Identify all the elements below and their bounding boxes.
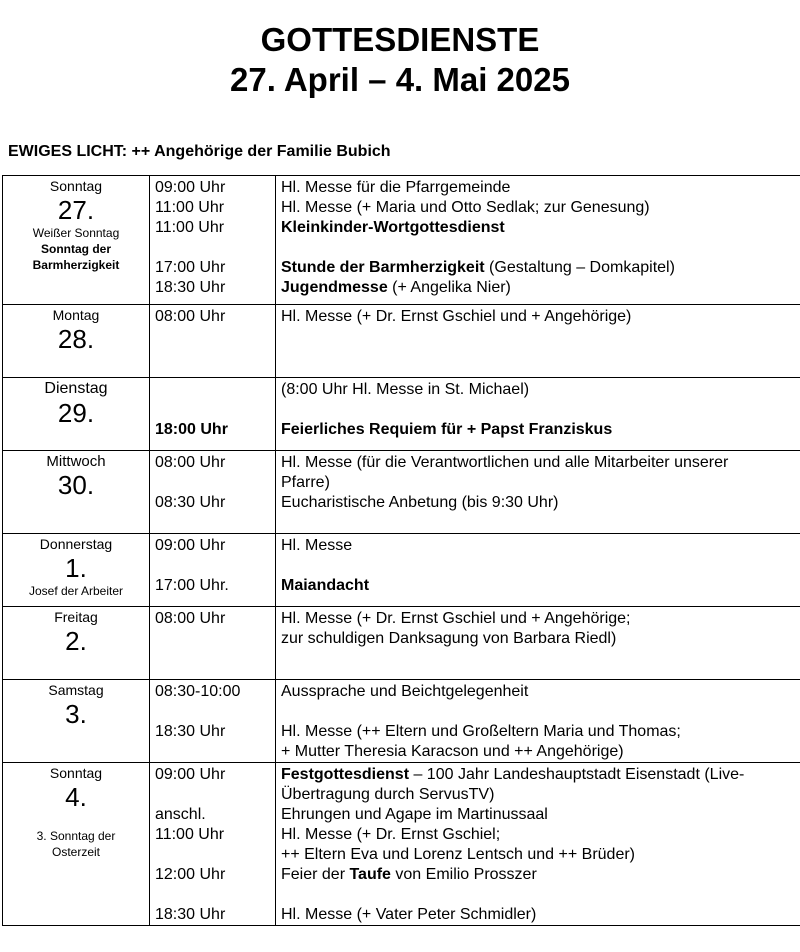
times-cell: [150, 378, 276, 451]
times-cell: [150, 305, 276, 378]
event-entry: Stunde der Barmherzigkeit (Gestaltung – Domkapitel): [281, 259, 675, 276]
events-cell: [276, 607, 800, 680]
weekday-label: Samstag: [48, 682, 104, 698]
event-entry: Ehrungen und Agape im Martinussaal: [281, 806, 548, 823]
weekday-label: Dienstag: [44, 380, 108, 397]
events-cell: [276, 680, 800, 763]
time-entry: 09:00 Uhr: [155, 179, 226, 196]
day-number: 4.: [65, 782, 87, 812]
events-cell: [276, 305, 800, 378]
day-number: 3.: [65, 699, 87, 729]
time-entry: 18:30 Uhr: [155, 906, 226, 923]
event-entry: Feier der Taufe von Emilio Prosszer: [281, 866, 537, 883]
time-entry: anschl.: [155, 806, 206, 823]
events-cell: [276, 534, 800, 607]
events-cell: [276, 378, 800, 451]
day-cell: [3, 305, 150, 378]
day-number: 1.: [65, 553, 87, 583]
time-entry: 08:30-10:00: [155, 683, 241, 700]
day-row-friday-2: [3, 607, 800, 680]
time-entry: 09:00 Uhr: [155, 537, 226, 554]
event-entry: Hl. Messe für die Pfarrgemeinde: [281, 179, 511, 196]
day-cell: [3, 176, 150, 305]
times-cell: [150, 607, 276, 680]
event-entry-continuation: zur schuldigen Danksagung von Barbara Riedl): [281, 630, 617, 647]
event-entry: Maiandacht: [281, 577, 370, 594]
event-entry: (8:00 Uhr Hl. Messe in St. Michael): [281, 381, 530, 398]
day-cell: [3, 451, 150, 534]
time-entry: 08:30 Uhr: [155, 494, 226, 511]
day-subtitle: Weißer Sonntag: [32, 226, 120, 240]
event-entry: Hl. Messe (+ Dr. Ernst Gschiel und + Angehörige): [281, 308, 632, 325]
time-entry: 09:00 Uhr: [155, 766, 226, 783]
weekday-label: Sonntag: [49, 178, 103, 194]
ewiges-licht-note: EWIGES LICHT: ++ Angehörige der Familie Bubich: [8, 143, 391, 160]
times-cell: [150, 763, 276, 926]
day-row-saturday-3: [3, 680, 800, 763]
event-entry: Hl. Messe (+ Dr. Ernst Gschiel und + Angehörige;: [281, 610, 631, 627]
day-number: 2.: [65, 626, 87, 656]
event-entry: Hl. Messe: [281, 537, 353, 554]
weekday-label: Montag: [52, 307, 100, 323]
time-entry: 11:00 Uhr: [155, 219, 225, 236]
time-entry: 08:00 Uhr: [155, 308, 226, 325]
event-entry: Hl. Messe (+ Maria und Otto Sedlak; zur Genesung): [281, 199, 650, 216]
day-subtitle: 3. Sonntag der Osterzeit: [36, 829, 116, 859]
day-number: 28.: [57, 324, 95, 354]
day-row-wednesday-30: [3, 451, 800, 534]
time-entry: 18:30 Uhr: [155, 723, 226, 740]
weekday-label: Sonntag: [49, 765, 103, 781]
event-entry: Hl. Messe (++ Eltern und Großeltern Maria und Thomas;: [281, 723, 681, 740]
event-entry: Eucharistische Anbetung (bis 9:30 Uhr): [281, 494, 559, 511]
times-cell: [150, 176, 276, 305]
events-cell: [276, 763, 800, 926]
times-cell: [150, 534, 276, 607]
day-row-monday-28: [3, 305, 800, 378]
time-entry: 18:00 Uhr: [155, 421, 228, 438]
events-cell: [276, 451, 800, 534]
event-entry: Kleinkinder-Wortgottesdienst: [281, 219, 505, 236]
time-entry: 17:00 Uhr.: [155, 577, 229, 594]
time-entry: 11:00 Uhr: [155, 199, 225, 216]
day-number: 27.: [57, 195, 95, 225]
event-entry: Aussprache und Beichtgelegenheit: [281, 683, 529, 700]
time-entry: 08:00 Uhr: [155, 610, 226, 627]
event-entry: Hl. Messe (+ Dr. Ernst Gschiel;: [281, 826, 501, 843]
event-entry: Feierliches Requiem für + Papst Franziskus: [281, 421, 613, 438]
event-entry: Jugendmesse (+ Angelika Nier): [281, 279, 511, 296]
times-cell: [150, 451, 276, 534]
day-row-tuesday-29: [3, 378, 800, 451]
day-cell: [3, 680, 150, 763]
event-entry: Hl. Messe (+ Vater Peter Schmidler): [281, 906, 537, 923]
event-entry-continuation: + Mutter Theresia Karacson und ++ Angehörige): [281, 743, 624, 760]
event-entry-continuation: Pfarre): [281, 474, 330, 491]
event-entry-continuation: Übertragung durch ServusTV): [281, 786, 495, 803]
weekday-label: Freitag: [54, 609, 98, 625]
time-entry: 08:00 Uhr: [155, 454, 226, 471]
day-cell: [3, 607, 150, 680]
schedule-table: [2, 175, 800, 926]
event-entry: Festgottesdienst – 100 Jahr Landeshauptstadt Eisenstadt (Live-: [281, 766, 745, 783]
time-entry: 12:00 Uhr: [155, 866, 226, 883]
weekday-label: Mittwoch: [46, 453, 106, 470]
event-entry-continuation: ++ Eltern Eva und Lorenz Lentsch und ++ Brüder): [281, 846, 636, 863]
times-cell: [150, 680, 276, 763]
day-cell: [3, 534, 150, 607]
time-entry: 18:30 Uhr: [155, 279, 226, 296]
day-row-thursday-1: [3, 534, 800, 607]
day-number: 30.: [57, 470, 95, 500]
page-title: GOTTESDIENSTE: [260, 21, 540, 58]
day-row-sunday-4: [3, 763, 800, 926]
events-cell: [276, 176, 800, 305]
day-cell: [3, 378, 150, 451]
day-subtitle: Josef der Arbeiter: [28, 584, 124, 598]
day-row-sunday-27: [3, 176, 800, 305]
weekday-label: Donnerstag: [39, 536, 113, 552]
time-entry: 11:00 Uhr: [155, 826, 225, 843]
event-entry: Hl. Messe (für die Verantwortlichen und alle Mitarbeiter unserer: [281, 454, 729, 471]
day-cell: [3, 763, 150, 926]
page-subtitle-date-range: 27. April – 4. Mai 2025: [230, 61, 570, 98]
time-entry: 17:00 Uhr: [155, 259, 226, 276]
day-number: 29.: [57, 398, 95, 428]
day-feast: Sonntag der Barmherzigkeit: [32, 242, 120, 272]
